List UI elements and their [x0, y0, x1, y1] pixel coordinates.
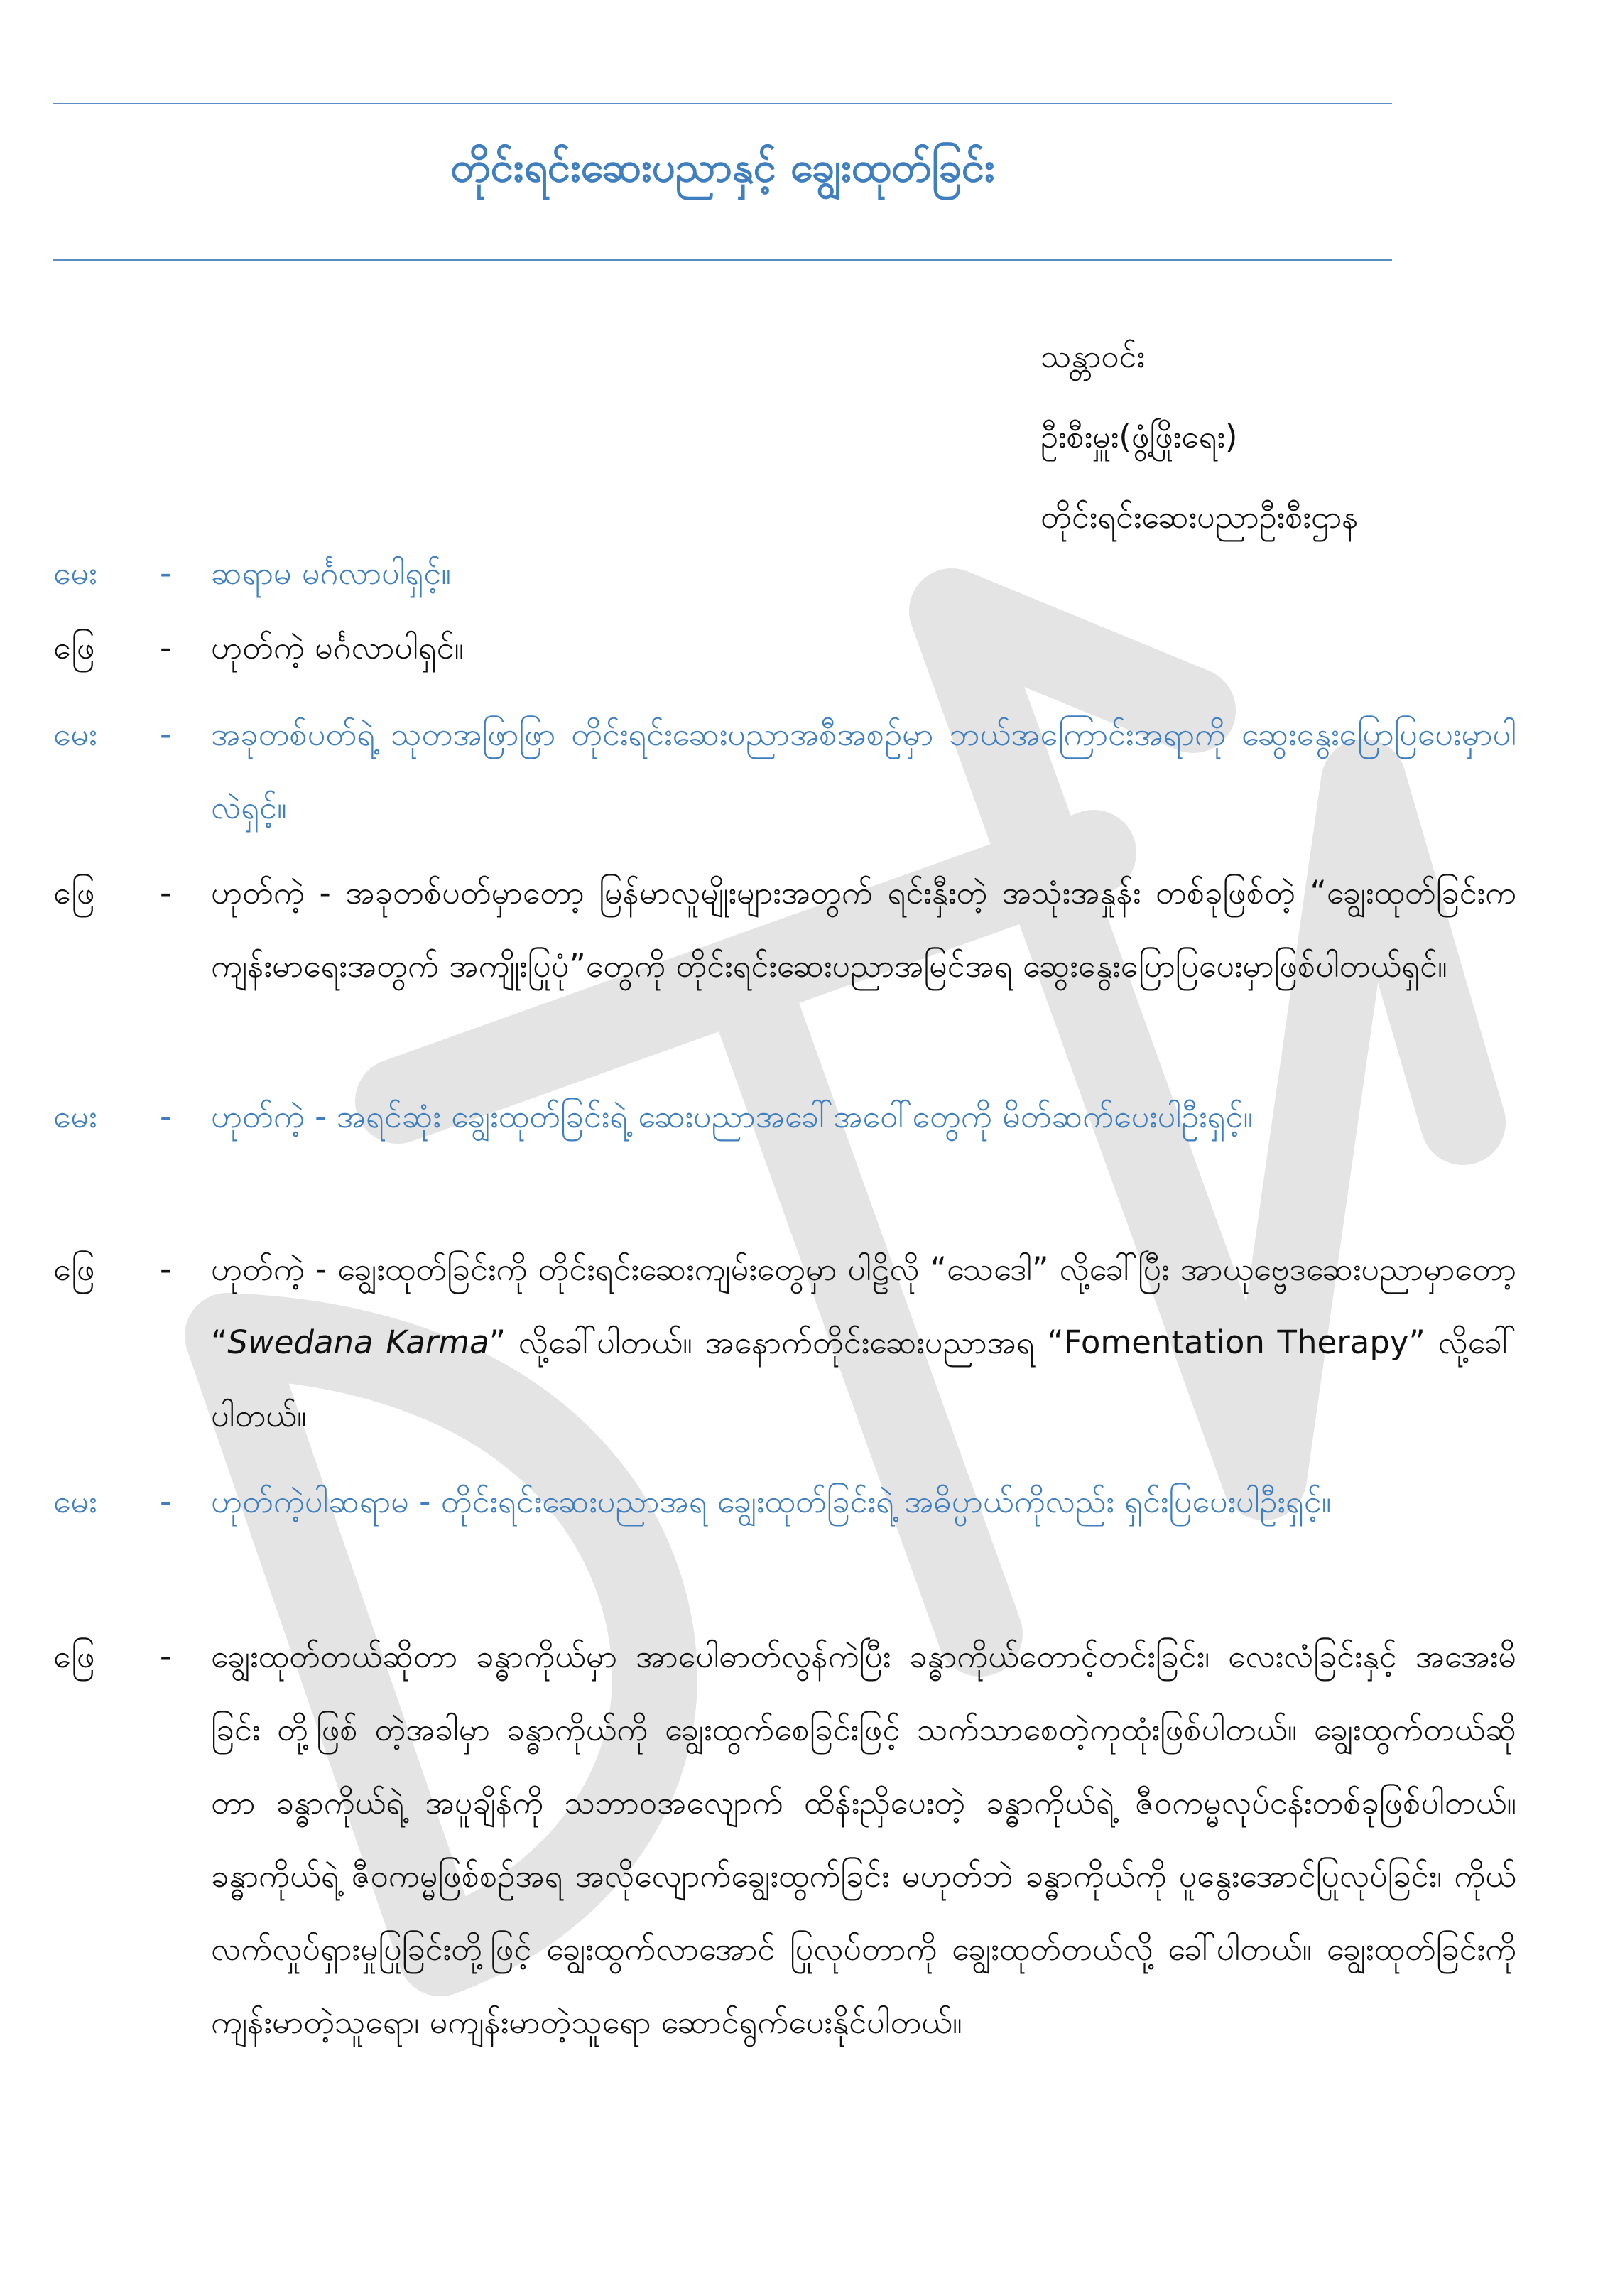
- question-text: ဟုတ်ကဲ့ - အရင်ဆုံး ချွေးထုတ်ခြင်းရဲ့ ဆေးပညာအခေါ်အဝေါ်တွေကို မိတ်ဆက်ပေးပါဦးရှင့်။: [211, 1098, 1253, 1135]
- answer-label: ဖြေ: [53, 1250, 95, 1288]
- top-rule: [53, 103, 1392, 104]
- question-label: မေး: [53, 554, 97, 592]
- author-position: ဦးစီးမှူး(ဖွံ့ဖြိုးရေး): [1040, 418, 1238, 455]
- dash: -: [160, 1637, 172, 1675]
- dash: -: [160, 629, 172, 666]
- question-text: ဟုတ်ကဲ့ပါဆရာမ - တိုင်းရင်းဆေးပညာအရ ချွေးထုတ်ခြင်းရဲ့ အဓိပ္ပာယ်ကိုလည်း ရှင်းပြပေးပါဦးရှင့်။: [211, 1483, 1332, 1520]
- question-text: အခုတစ်ပတ်ရဲ့ သုတအဖြာဖြာ တိုင်းရင်းဆေးပညာအစီအစဉ်မှာ ဘယ်အကြောင်းအရာကို ဆွေးနွေးပြောပြပေးမှာပါလဲရှင့်။: [211, 715, 1516, 826]
- answer-label: ဖြေ: [53, 629, 95, 666]
- dash: -: [160, 715, 172, 753]
- answer-text: ချွေးထုတ်တယ်ဆိုတာ ခန္ဓာကိုယ်မှာ အာပေါဓာတ်လွန်ကဲပြီး ခန္ဓာကိုယ်တောင့်တင်းခြင်း၊ လေးလံခြင်းနှင့် အအေးမိခြင်း တို့ဖြစ် တဲ့အခါမှာ ခန္ဓာကိုယ်ကို ချွေးထွက်စေခြင်းဖြင့် သက်သာစေတဲ့ကုထုံးဖြစ်ပါတယ်။ ချွေးထွက်တယ်ဆိုတာ ခန္ဓာကိုယ်ရဲ့ အပူချိန်ကို သဘာဝအလျောက် ထိန်းညှိပေးတဲ့ ခန္ဓာကိုယ်ရဲ့ ဇီဝကမ္မလုပ်ငန်းတစ်ခုဖြစ်ပါတယ်။ ခန္ဓာကိုယ်ရဲ့ ဇီဝကမ္မဖြစ်စဉ်အရ အလိုလျောက်ချွေးထွက်ခြင်း မဟုတ်ဘဲ ခန္ဓာကိုယ်ကို ပူနွေးအောင်ပြုလုပ်ခြင်း၊ ကိုယ်လက်လှုပ်ရှားမှုပြုခြင်းတို့ဖြင့် ချွေးထွက်လာအောင် ပြုလုပ်တာကို ချွေးထုတ်တယ်လို့ ခေါ်ပါတယ်။ ချွေးထုတ်ခြင်းကို ကျန်းမာတဲ့သူရော၊ မကျန်းမာတဲ့သူရော ဆောင်ရွက်ပေးနိုင်ပါတယ်။: [211, 1637, 1516, 2041]
- dash: -: [160, 554, 172, 592]
- answer-text-italic: Swedana Karma: [227, 1323, 489, 1361]
- answer-text: ဟုတ်ကဲ့ မင်္ဂလာပါရှင်။: [211, 629, 464, 666]
- answer-text: ဟုတ်ကဲ့ - အခုတစ်ပတ်မှာတော့ မြန်မာလူမျိုးများအတွက် ရင်းနှီးတဲ့ အသုံးအနှုန်း တစ်ခုဖြစ်တဲ့ “ချွေးထုတ်ခြင်းက ကျန်းမာရေးအတွက် အကျိုးပြုပုံ”တွေကို တိုင်းရင်းဆေးပညာအမြင်အရ ဆွေးနွေးပြောပြပေးမှာဖြစ်ပါတယ်ရှင်။: [211, 874, 1516, 985]
- dash: -: [160, 874, 172, 911]
- question-label: မေး: [53, 715, 97, 753]
- answer-text-part: ” လို့ခေါ်ပါတယ်။ အနောက်တိုင်းဆေးပညာအရ “Fomentation Therapy” လို့ခေါ်ပါတယ်။: [211, 1323, 1516, 1434]
- question-label: မေး: [53, 1098, 97, 1135]
- answer-label: ဖြေ: [53, 874, 95, 911]
- author-department: တိုင်းရင်းဆေးပညာဦးစီးဌာန: [1040, 498, 1359, 536]
- question-label: မေး: [53, 1483, 97, 1520]
- answer-text-part: ဟုတ်ကဲ့ - ချွေးထုတ်ခြင်းကို တိုင်းရင်းဆေးကျမ်းတွေမှာ ပါဠိလို “သေဒေါ” လို့ခေါ်ပြီး အာယုဗ္ဗေဒဆေးပညာမှာတော့ “: [211, 1250, 1516, 1361]
- dash: -: [160, 1250, 172, 1288]
- answer-text: [211, 1233, 1516, 1452]
- dash: -: [160, 1483, 172, 1520]
- author-name: သန္တာဝင်း: [1040, 337, 1145, 375]
- answer-label: ဖြေ: [53, 1637, 95, 1675]
- title-rule: [53, 259, 1392, 261]
- author-block: [1040, 316, 1359, 557]
- question-text: ဆရာမ မင်္ဂလာပါရှင့်။: [211, 554, 451, 592]
- dash: -: [160, 1098, 172, 1135]
- document-title: တိုင်းရင်းဆေးပညာနှင့် ချွေးထုတ်ခြင်း: [450, 143, 995, 191]
